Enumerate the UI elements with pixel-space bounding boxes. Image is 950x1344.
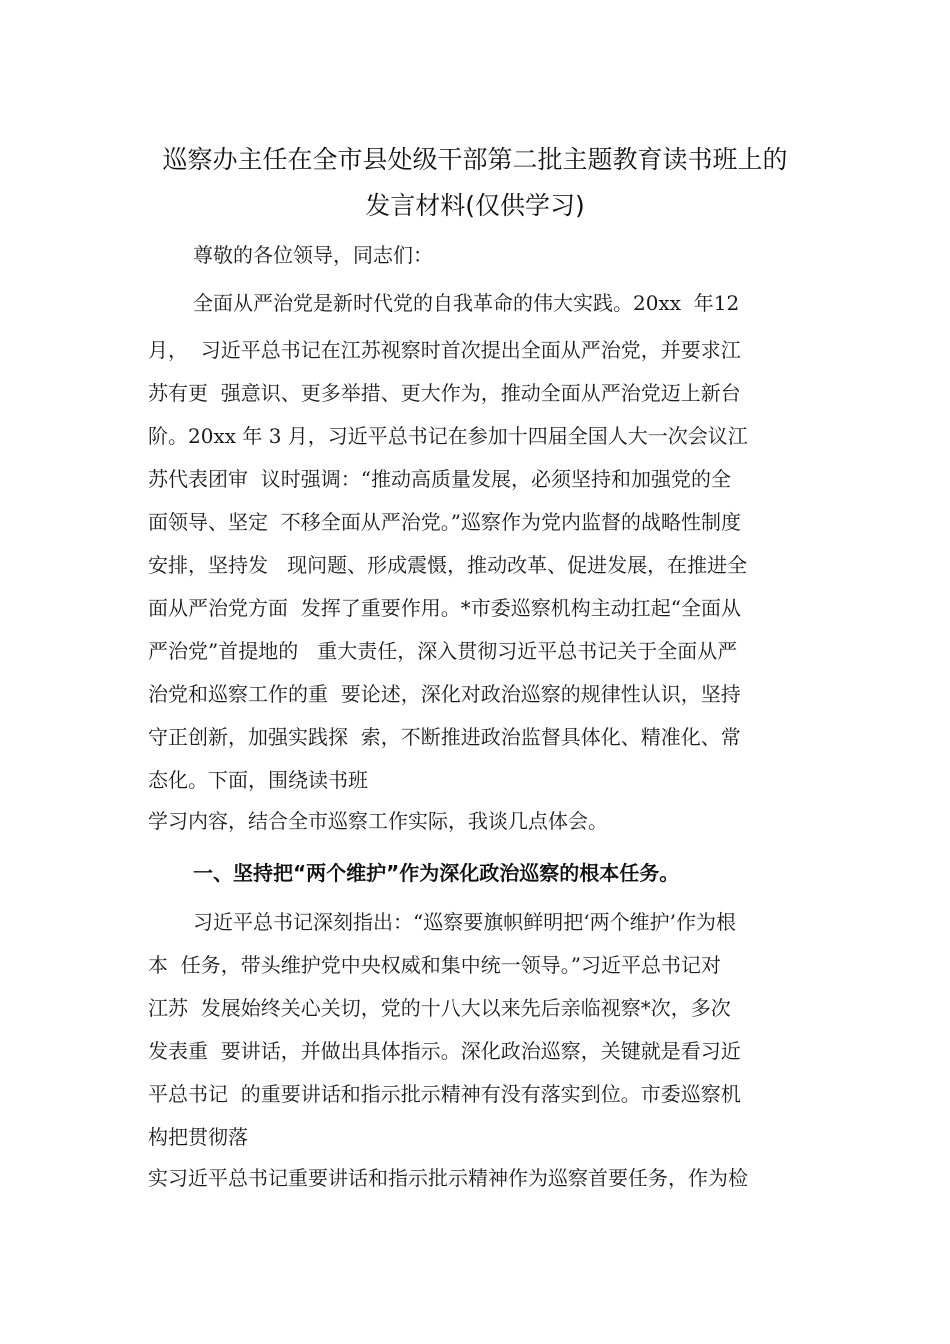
paragraph-line: 苏有更 强意识、更多举措、更大作为，推动全面从严治党迈上新台	[148, 381, 741, 405]
section-heading-1: 一、坚持把“两个维护”作为深化政治巡察的根本任务。	[193, 861, 680, 885]
paragraph-line: 江苏 发展始终关心关切，党的十八大以来先后亲临视察*次，多次	[148, 996, 731, 1020]
paragraph-line: 阶。20xx 年 3 月，习近平总书记在参加十四届全国人大一次会议江	[148, 424, 748, 448]
paragraph-line: 发表重 要讲话，并做出具体指示。深化政治巡察，关键就是看习近	[148, 1039, 741, 1063]
paragraph-line: 苏代表团审 议时强调：“推动高质量发展，必须坚持和加强党的全	[148, 467, 731, 491]
paragraph-line: 学习内容，结合全市巡察工作实际，我谈几点体会。	[148, 809, 608, 833]
paragraph-line: 全面从严治党是新时代党的自我革命的伟大实践。20xx 年12	[193, 291, 740, 315]
paragraph-line: 月， 习近平总书记在江苏视察时首次提出全面从严治党，并要求江	[148, 338, 741, 362]
paragraph-line: 守正创新，加强实践探 索，不断推进政治监督具体化、精准化、常	[148, 725, 741, 749]
paragraph-line: 严治党”首提地的 重大责任，深入贯彻习近平总书记关于全面从严	[148, 639, 738, 663]
paragraph-line: 构把贯彻落	[148, 1125, 248, 1149]
paragraph-line: 习近平总书记深刻指出：“巡察要旗帜鲜明把‘两个维护’作为根	[193, 910, 736, 934]
document-title-line-1: 巡察办主任在全市县处级干部第二批主题教育读书班上的	[162, 145, 788, 174]
salutation: 尊敬的各位领导，同志们：	[193, 243, 433, 267]
paragraph-line: 本 任务，带头维护党中央权威和集中统一领导。”习近平总书记对	[148, 953, 721, 977]
paragraph-line: 实习近平总书记重要讲话和指示批示精神作为巡察首要任务，作为检	[148, 1166, 748, 1190]
paragraph-line: 平总书记 的重要讲话和指示批示精神有没有落实到位。市委巡察机	[148, 1082, 741, 1106]
paragraph-line: 安排，坚持发 现问题、形成震慑，推动改革、促进发展，在推进全	[148, 553, 748, 577]
paragraph-line: 态化。下面，围绕读书班	[148, 768, 368, 792]
document-title-line-2: 发言材料(仅供学习)	[365, 191, 585, 220]
paragraph-line: 治党和巡察工作的重 要论述，深化对政治巡察的规律性认识，坚持	[148, 682, 741, 706]
paragraph-line: 面领导、坚定 不移全面从严治党。”巡察作为党内监督的战略性制度	[148, 510, 741, 534]
paragraph-line: 面从严治党方面 发挥了重要作用。*市委巡察机构主动扛起“全面从	[148, 596, 741, 620]
